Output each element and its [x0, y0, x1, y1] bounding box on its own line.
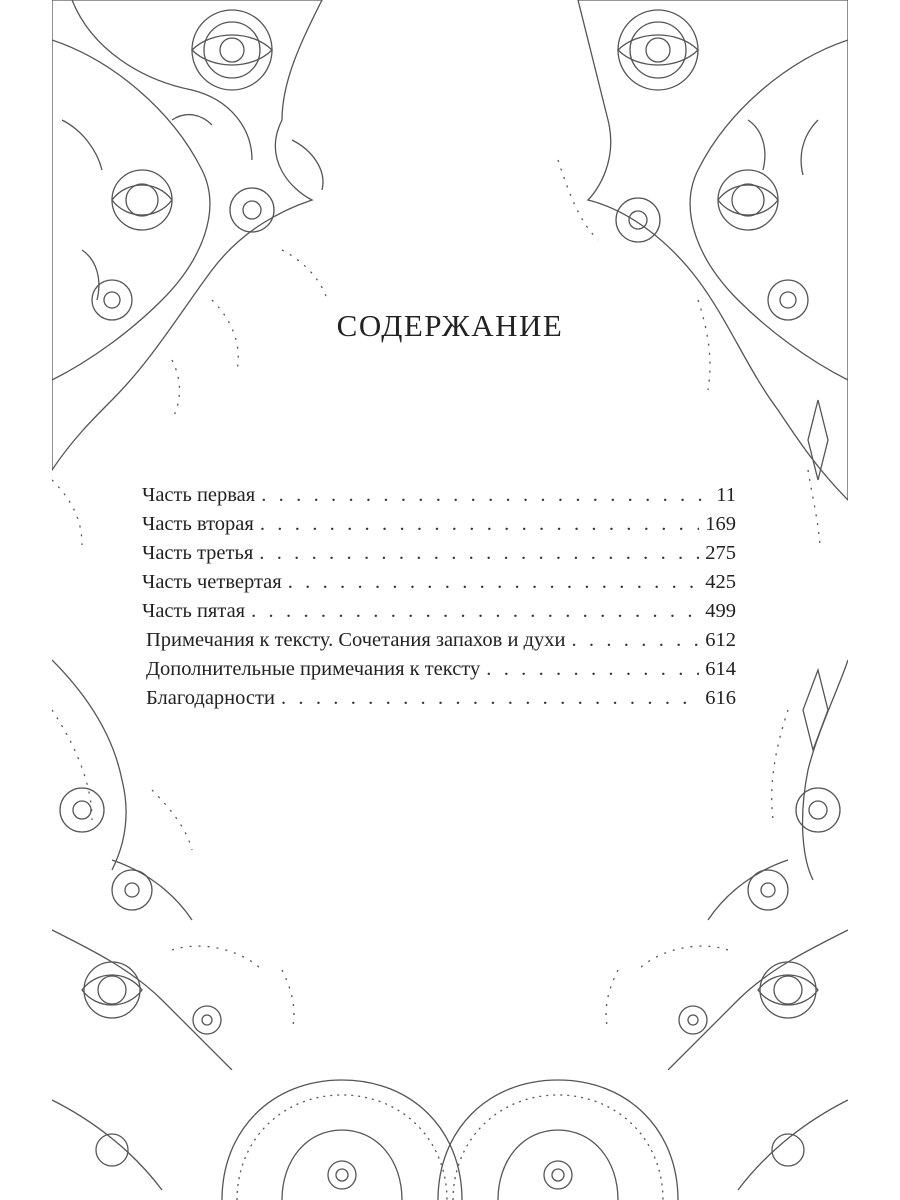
dot-leader	[260, 513, 699, 536]
toc-entry	[142, 687, 736, 716]
toc-entry-label: Дополнительные примечания к тексту	[146, 658, 481, 680]
toc-entry-label: Часть первая	[142, 484, 256, 506]
toc-entry-page: 616	[705, 687, 736, 709]
toc-entry-label: Часть вторая	[142, 513, 254, 535]
toc-entry-label: Примечания к тексту. Сочетания запахов и духи	[146, 629, 566, 651]
toc-entry-label: Благодарности	[146, 687, 275, 709]
toc-entry	[142, 658, 736, 687]
toc-entry-label: Часть третья	[142, 542, 254, 564]
dot-leader	[486, 658, 699, 681]
toc-entry-page: 499	[705, 600, 736, 622]
toc-entry-page: 11	[716, 484, 736, 506]
toc-entry-page: 275	[705, 542, 736, 564]
paisley-ornament-top-right	[498, 0, 848, 560]
toc-entry	[142, 542, 736, 571]
dot-leader	[281, 687, 699, 710]
toc-entry	[142, 484, 736, 513]
toc-entry	[142, 571, 736, 600]
toc-entry-page: 612	[705, 629, 736, 651]
page-title: СОДЕРЖАНИЕ	[336, 308, 564, 343]
toc-entry-page: 425	[705, 571, 736, 593]
table-of-contents	[142, 484, 736, 716]
toc-entry-page: 169	[705, 513, 736, 535]
toc-entry-page: 614	[705, 658, 736, 680]
paisley-ornament-top-left	[52, 0, 382, 560]
dot-leader	[251, 600, 699, 623]
dot-leader	[261, 484, 710, 507]
toc-entry-label: Часть пятая	[142, 600, 246, 622]
medallion-ornament-bottom	[52, 1060, 848, 1200]
toc-entry	[142, 600, 736, 629]
dot-leader	[571, 629, 699, 652]
toc-entry	[142, 513, 736, 542]
dot-leader	[259, 542, 699, 565]
toc-entry	[142, 629, 736, 658]
dot-leader	[288, 571, 700, 594]
toc-entry-label: Часть четвертая	[142, 571, 282, 593]
